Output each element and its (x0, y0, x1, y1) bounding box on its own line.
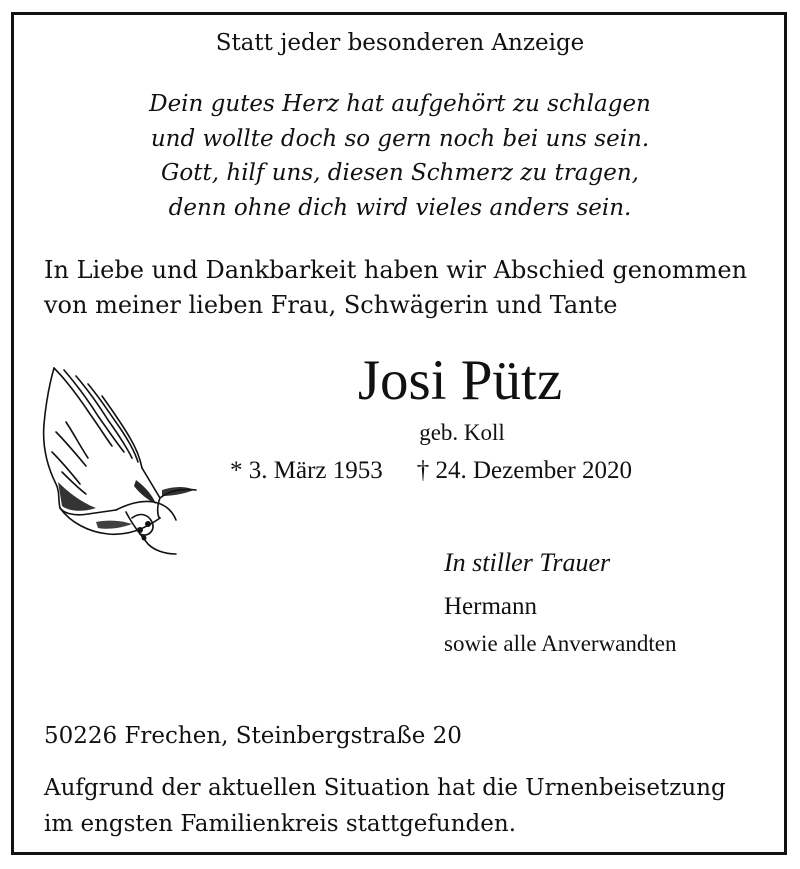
death-date: † 24. Dezember 2020 (416, 457, 632, 484)
intro-line-2: von meiner lieben Frau, Schwägerin und Tante (44, 291, 618, 319)
poem-line-3: Gott, hilf uns, diesen Schmerz zu tragen, (161, 160, 639, 186)
birth-date: * 3. März 1953 (230, 457, 383, 484)
poem-line-2: und wollte doch so gern noch bei uns sein. (150, 126, 650, 152)
intro-line-1: In Liebe und Dankbarkeit haben wir Abschied genommen (44, 256, 748, 284)
mourners-heading: In stiller Trauer (444, 548, 611, 577)
deceased-name: Josi Pütz (357, 349, 563, 412)
poem-line-4: denn ohne dich wird vieles anders sein. (168, 195, 632, 221)
address: 50226 Frechen, Steinbergstraße 20 (44, 723, 462, 749)
mourner-others: sowie alle Anverwandten (444, 631, 677, 656)
life-dates (230, 458, 632, 483)
maiden-name: geb. Koll (419, 420, 505, 445)
poem-line-1: Dein gutes Herz hat aufgehört zu schlagen (149, 91, 651, 117)
note-line-1: Aufgrund der aktuellen Situation hat die Urnenbeisetzung (44, 775, 726, 801)
notice-header: Statt jeder besonderen Anzeige (215, 30, 585, 56)
note-line-2: im engsten Familienkreis stattgefunden. (44, 811, 517, 837)
mourner-name: Hermann (444, 593, 538, 620)
